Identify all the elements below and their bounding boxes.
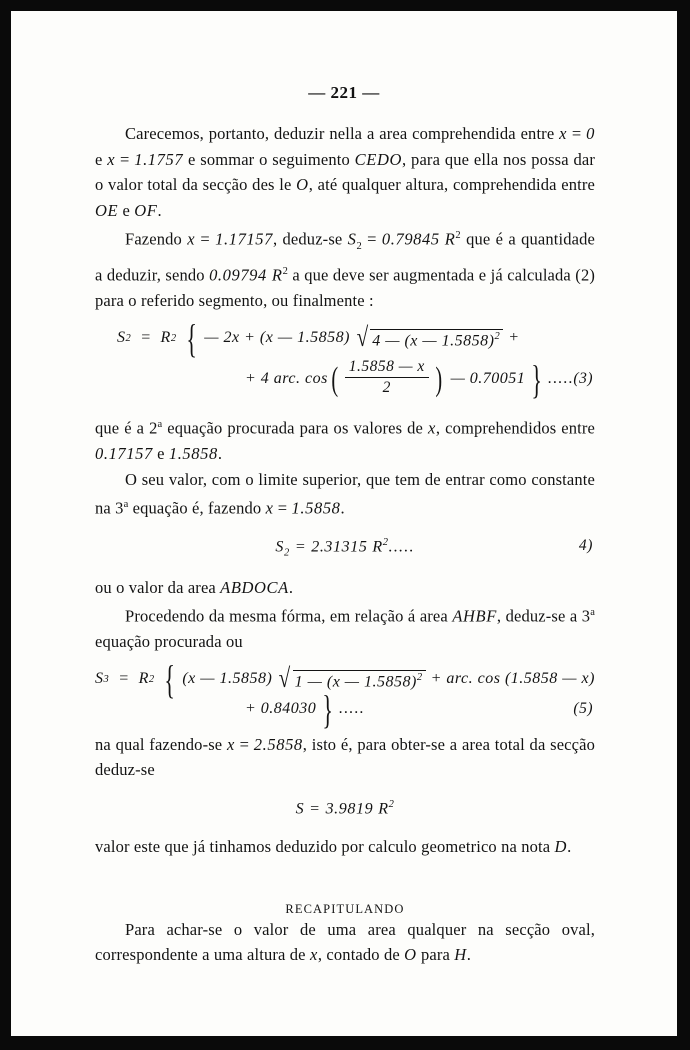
eq3-lhs-symbol: S [117,329,126,347]
eq3-fraction-numerator: 1.5858 — x [345,358,429,378]
p3-seg-a: que é a [95,418,150,438]
p2-sym-r: R [444,229,456,249]
p2-seg-d: a que deve ser augmentada e já calculada (2) para o referido segmento, ou finalmente : [95,265,595,311]
equation-5-number: (5) [573,699,593,717]
p4-ordinal-num: 3 [115,498,124,518]
equation-3-number: (3) [573,369,593,387]
equation-3-line-1: S 2 = R 2 { — 2x + (x — 1.5858) √ 4 — (x — 1.5858)$^2$ + [117,316,520,362]
equation-total-area [95,799,595,818]
p8-seg-b: . [567,837,572,857]
p9-ref-h: H [454,945,467,965]
eq6-lhs-symbol: S [295,800,305,818]
eq3-radicand [370,329,503,350]
equation-4-number: 4) [578,537,593,555]
eq5-radicand [293,670,426,691]
p1-ref-oe: OE [95,200,119,220]
eq6-equals: = [309,800,321,818]
p1-var-x2: x [107,149,116,169]
paragraph-9 [95,917,595,968]
p2-sym-r2: R [271,265,283,285]
p3-seg-e: . [217,444,223,464]
p3-ordinal-num: 2 [149,418,158,438]
eq5-line-2: + 0.84030 [245,699,317,717]
p6-seg-c: equação procurada ou [95,632,243,652]
p1-seg-b: e [95,149,108,169]
p6-seg-b: , deduz-se a [496,606,582,626]
p6-ordinal-sup: a [590,607,595,619]
paragraph-5 [95,575,595,601]
equation-5-line-1: S 3 = R 2 { (x — 1.5858) √ 1 — (x — 1.5858)$^2$ + arc. cos (1.5858 — x) [95,657,595,703]
p1-seg-c: e sommar o seguimento [183,149,355,169]
p2-seg-b: , deduz-se [272,229,348,249]
equation-5 [95,657,595,732]
p4-ordinal-sup: a [123,499,129,511]
p1-eq1: = [567,124,587,143]
eq5-dots: ..... [339,699,365,717]
paragraph-4 [95,467,595,522]
eq5-term-1: (x — 1.5858) [182,670,273,688]
p2-value-1: 1.17157 [215,229,273,249]
eq3-lhs-subscript: 2 [125,332,132,344]
equation-3-line-2: + 4 arc. cos ( $\frac{1.5858 — x}{2}$ ) — 0.70051 } ..... (3) [245,356,593,402]
eq3-radicand-exponent: 2 [494,330,501,342]
p3-value-2: 1.5858 [168,444,218,464]
p9-var-x: x [309,945,318,965]
p2-sub-2: 2 [356,240,362,252]
eq6-value: 3.9819 [325,800,374,818]
p3-seg-b: equação procurada para os valores de [162,418,428,438]
p1-seg-e: , até qualquer altura, comprehendida entre [308,175,595,194]
p1-ref-o: O [296,175,309,194]
eq5-lhs-exponent: 3 [103,673,110,685]
p1-value-2: 1.1757 [134,149,184,169]
p6-ordinal-num: 3 [581,606,591,626]
paragraph-6 [95,600,595,655]
paragraph-2 [95,223,595,314]
eq3-fraction [345,358,429,397]
equation-3 [95,316,595,402]
p1-value-1: 0 [586,124,595,143]
p2-var-x1: x [187,229,196,249]
paragraph-3 [95,412,595,467]
p9-seg-c: para [416,945,455,965]
eq5-term-2: + arc. cos (1.5858 — x) [430,670,595,688]
paragraph-7 [95,732,595,783]
eq3-term-1: — 2x + (x — 1.5858) [204,329,350,347]
p2-exp-2: 2 [455,230,461,241]
eq4-value: 2.31315 [311,538,368,556]
eq5-factor-symbol: R [138,670,149,688]
page-content [11,11,677,1036]
p3-value-1: 0.17157 [95,444,153,464]
eq3-fraction-denominator: 2 [382,379,391,397]
p3-seg-c: , comprehendidos entre [435,418,595,438]
p1-seg-a: Carecemos, portanto, deduzir nella a area comprehendida entre [125,124,560,143]
p5-seg-a: ou o valor da area [95,577,221,597]
equation-5-line-2: + 0.84030 } ..... (5) [245,686,593,732]
eq3-equals: = [140,329,152,347]
p7-seg-a: na qual fazendo-se [95,734,227,754]
p7-value-1: 2.5858 [253,734,303,754]
p1-ref-cedo: CEDO [354,149,402,169]
p2-value-2: 0.79845 [381,229,440,249]
eq5-radical [277,662,425,693]
p1-seg-g: . [157,200,162,220]
eq5-equals: = [118,670,130,688]
eq3-radical-sign: √ [356,321,369,352]
eq4-lhs-symbol: S [275,538,284,556]
p3-var-x: x [427,418,436,438]
p2-exp-3: 2 [282,266,288,278]
page-sheet [11,11,677,1036]
section-heading-recapitulando: RECAPITULANDO [285,901,405,916]
p6-ref-ahbf: AHBF [452,606,497,626]
p2-sym-s: S [347,229,357,249]
p4-seg-c: . [340,498,345,518]
eq4-lhs-subscript: 2 [283,547,290,559]
eq3-radical [355,321,503,352]
p9-seg-b: , contado de [317,945,405,965]
equation-4 [95,537,595,559]
p4-value-1: 1.5858 [291,498,341,518]
eq5-radicand-exponent: 2 [416,671,423,683]
eq3-plus-tail: + [508,329,520,347]
eq4-equals: = [294,538,307,556]
p3-seg-d: e [152,444,169,464]
p4-eq1: = [273,498,292,518]
p2-eq1: = [195,229,216,249]
p7-eq1: = [234,734,254,754]
paragraph-1 [95,121,595,223]
p5-ref-abdoca: ABDOCA [220,577,289,597]
eq5-radicand-text: 1 — (x — 1.5858) [294,672,417,690]
p1-eq2: = [115,149,135,169]
eq3-line2-tail: — 0.70051 [450,369,526,387]
p1-var-x1: x [559,124,568,143]
eq5-radical-sign: √ [278,662,291,693]
eq6-unit-exponent: 2 [388,798,395,810]
eq4-unit-exponent: 2 [382,537,389,549]
p4-var-x: x [265,498,274,518]
p9-ref-o: O [404,945,417,965]
p1-ref-of: OF [134,200,158,220]
p2-value-3: 0.09794 [209,265,267,285]
p3-ordinal-sup: a [157,419,163,431]
p9-seg-d: . [466,945,472,965]
paragraph-8 [95,834,595,860]
eq5-factor-exponent: 2 [148,673,155,685]
p8-seg-a: valor este que já tinhamos deduzido por calculo geometrico na nota [95,837,555,857]
eq3-dots: ..... [548,369,574,387]
p9-seg-a: Para achar-se o valor de uma area qualquer na secção oval, correspondente a uma altura de [95,919,595,965]
page-number-folio: — 221 — [308,83,380,102]
p2-seg-a: Fazendo [125,229,188,249]
p2-eq2: = [361,229,382,249]
p4-seg-a: O seu valor, com o limite superior, que tem de entrar como constante na [95,469,595,518]
eq3-factor-subscript: 2 [170,332,177,344]
eq3-factor-symbol: R [160,329,171,347]
p8-ref-d: D [554,837,568,857]
p5-seg-b: . [288,577,294,597]
p2-seg-c: que é a quantidade a deduzir, sendo [95,229,595,285]
eq4-dots: ..... [388,538,415,556]
p1-seg-f: e [118,200,135,220]
eq6-unit-symbol: R [378,800,389,818]
text-column [95,121,595,968]
p6-seg-a: Procedendo da mesma fórma, em relação á area [125,606,453,626]
p4-seg-b: equação é, fazendo [128,498,266,518]
eq5-lhs-symbol: S [95,670,104,688]
eq4-unit-symbol: R [372,538,383,556]
eq3-line2-lead: + 4 arc. cos [245,369,328,387]
p1-seg-d: , para que ella nos possa dar o valor total da secção des le [95,149,595,194]
p7-var-x: x [226,734,235,754]
p7-seg-b: , isto é, para obter-se a area total da secção deduz-se [95,734,595,780]
eq3-radicand-text: 4 — (x — 1.5858) [372,332,495,350]
